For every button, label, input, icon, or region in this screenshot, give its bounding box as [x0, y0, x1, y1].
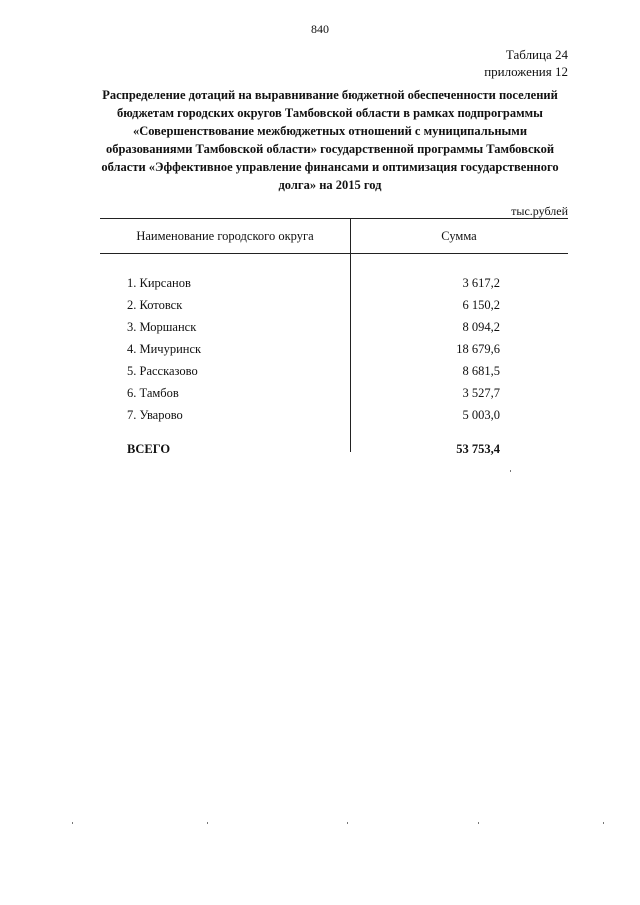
table-row [100, 296, 568, 318]
table-row [100, 406, 568, 428]
district-sum: 8 681,5 [462, 364, 500, 378]
appendix-label: приложения 12 [484, 64, 568, 79]
district-name: 6. Тамбов [127, 386, 179, 400]
column-header-name: Наименование городского округа [136, 229, 314, 243]
total-label: ВСЕГО [127, 442, 171, 456]
document-title: Распределение дотаций на выравнивание бюджетной обеспеченности поселений бюджетам городских округов Тамбовской области в рамках подпрограммы «Совершенствование межбюджетных отношений с муниципальными образованиями Тамбовской области» государственной программы Тамбовской области «Эффективное управление финансами и оптимизация государственного долга» на 2015 год [101, 88, 559, 192]
table-header [100, 219, 568, 253]
scan-speck [347, 822, 348, 824]
column-header-sum: Сумма [441, 229, 477, 243]
allocation-table [100, 218, 568, 462]
table-row [100, 362, 568, 384]
total-row [100, 440, 568, 462]
table-body [100, 254, 568, 462]
page-number: 840 [311, 22, 329, 36]
district-sum: 3 617,2 [462, 276, 500, 290]
district-name: 2. Котовск [127, 298, 183, 312]
scan-speck [510, 470, 511, 472]
district-sum: 8 094,2 [462, 320, 500, 334]
district-sum: 3 527,7 [462, 386, 500, 400]
scan-speck [72, 822, 73, 824]
scan-speck [478, 822, 479, 824]
table-row [100, 318, 568, 340]
table-reference [484, 46, 568, 80]
table-row [100, 340, 568, 362]
district-sum: 18 679,6 [456, 342, 500, 356]
table-row [100, 384, 568, 406]
district-name: 1. Кирсанов [127, 276, 191, 290]
scan-speck [207, 822, 208, 824]
district-name: 4. Мичуринск [127, 342, 202, 356]
district-name: 7. Уварово [127, 408, 183, 422]
district-sum: 6 150,2 [462, 298, 500, 312]
table-label: Таблица 24 [505, 47, 568, 62]
district-sum: 5 003,0 [462, 408, 500, 422]
total-sum: 53 753,4 [456, 442, 500, 456]
unit-label: тыс.рублей [511, 204, 568, 218]
district-name: 3. Моршанск [127, 320, 197, 334]
scan-speck [603, 822, 604, 824]
table-row [100, 274, 568, 296]
district-name: 5. Рассказово [127, 364, 198, 378]
